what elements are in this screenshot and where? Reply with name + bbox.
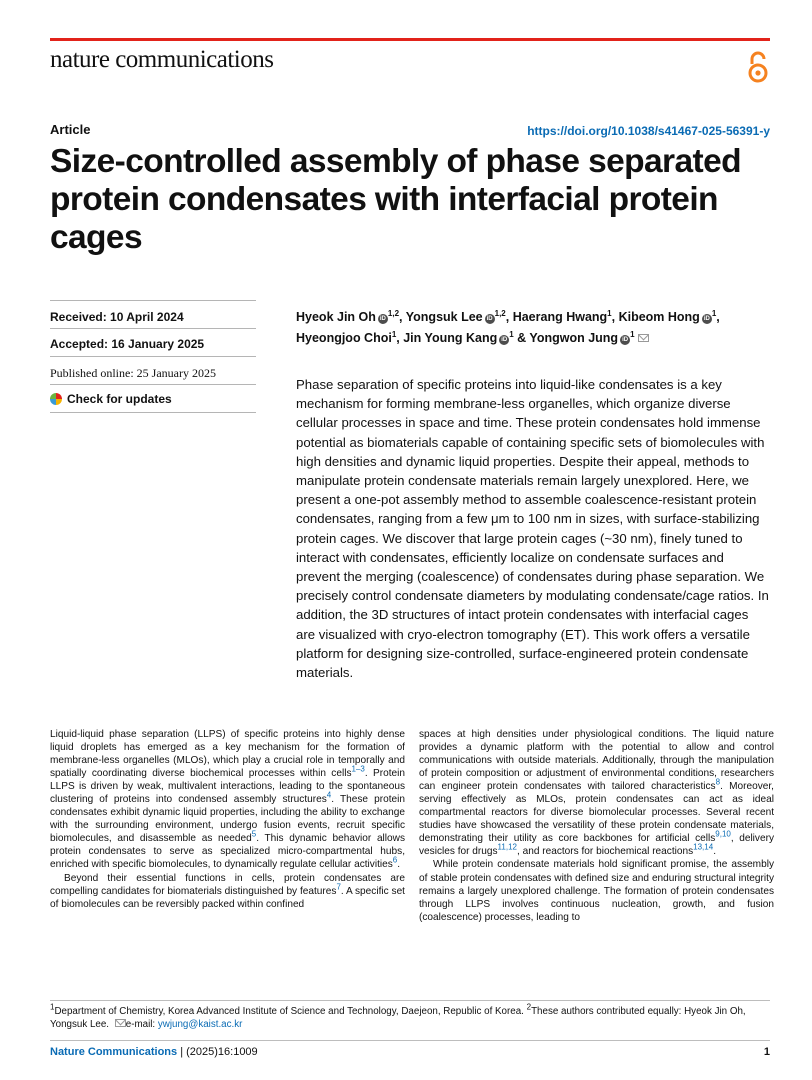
abstract: Phase separation of specific proteins into liquid-like condensates is a key mechanism for forming membrane-less organelles, which organize diverse cellular processes in space and time. These protein condensates hold immense potential as biomaterials capable of containing specific sets of biomolecules with high densities and dynamic liquid properties. Despite their appeal, methods to manipulate protein condensate materials remain largely unexplored. Here, we present a one-pot assembly method to assemble coalescence-resistant protein condensates, ranging from a few μm to 100 nm in sizes, with surface-stabilizing protein cages. We discover that large protein cages (~30 nm), finely tuned to interact with condensates, efficiently localize on condensate surfaces and prevent the merging (coalescence) of condensates during phase separation. We precisely control condensate diameters by modulating condensate/cage ratios. In addition, the 3D structures of intact protein condensates with interfacial cages are visualized with cryo-electron tomography (ET). This work offers a versatile platform for designing size-controlled, surface-engineered protein condensate materials. (296, 377, 769, 681)
check-for-updates-button[interactable] (50, 392, 172, 406)
footnote-divider (50, 1000, 770, 1001)
reference-citation[interactable]: 11,12 (497, 843, 517, 853)
author-affiliation: 1 (391, 329, 397, 339)
check-updates-label: Check for updates (67, 392, 172, 406)
author-name: Hyeongjoo Choi (296, 331, 392, 345)
reference-citation[interactable]: 4 (326, 790, 332, 800)
footer-divider (50, 1040, 770, 1041)
reference-citation[interactable]: 13,14 (693, 843, 714, 853)
envelope-icon[interactable] (638, 334, 649, 342)
affiliation-text: Department of Chemistry, Korea Advanced Institute of Science and Technology, Daejeon, Republic of Korea. (54, 1006, 527, 1017)
envelope-icon (115, 1019, 126, 1027)
orcid-icon[interactable]: iD (379, 316, 386, 322)
affiliation-footnote (50, 1002, 772, 1031)
body-column-right (419, 728, 774, 924)
body-column-left (50, 728, 405, 911)
reference-citation[interactable]: 6 (392, 856, 398, 866)
author-name: Haerang Hwang (512, 310, 608, 324)
orcid-icon[interactable]: iD (501, 337, 508, 343)
email-link[interactable]: ywjung@kaist.ac.kr (157, 1019, 243, 1030)
orcid-icon[interactable]: iD (486, 316, 493, 322)
footer-volume: | (2025)16:1009 (177, 1046, 258, 1058)
author-affiliation: 1 (509, 329, 514, 339)
author-affiliation: 1 (630, 329, 635, 339)
reference-citation[interactable]: 7 (336, 882, 341, 892)
author-name: Kibeom Hong (618, 310, 700, 324)
meta-divider (50, 356, 256, 357)
equal-contribution-text: These authors contributed equally: Hyeok Jin Oh, Yongsuk Lee. (50, 1006, 746, 1030)
email-label: e-mail: (125, 1019, 158, 1030)
footer-citation (50, 1046, 258, 1058)
body-paragraph: spaces at high densities under physiological conditions. The liquid nature provides a dynamic platform with the potential to allow and control communications with outside materials. Additionally, through the manipulation of protein composition or adjustment of environmental conditions, researchers can engineer protein condensates with tailored characteristics$^8$. Moreover, serving effectively as MLOs, protein condensates can act as ideal compartmental reactors for diverse biomolecular processes. Several recent studies have showcased the versatility of these protein condensate materials, demonstrating their utility as core backbones for artificial cells$^{9,10}$, delivery vesicles for drugs$^{11,12}$, and reactors for biochemical reactions$^{13,14}$. (419, 729, 774, 858)
published-date: Published online: 25 January 2025 (50, 366, 216, 380)
open-access-icon[interactable] (746, 50, 770, 84)
orcid-icon[interactable]: iD (703, 316, 710, 322)
author-affiliation: 1,2 (387, 308, 400, 318)
meta-divider (50, 300, 256, 301)
received-date: Received: 10 April 2024 (50, 310, 184, 324)
reference-citation[interactable]: 1–3 (351, 764, 365, 774)
reference-citation[interactable]: 9,10 (715, 830, 731, 840)
check-updates-icon (50, 393, 62, 405)
author-list: Hyeok Jin Oh iD$^{1,2}$, Yongsuk Lee iD$^{1,2}$, Haerang Hwang$^1$, Kibeom Hong $iD^1$, Hyeongjoo Choi$^1$, Jin Young Kang $iD^1$ & Yongwon Jung $iD^1$ (296, 308, 720, 345)
article-title: Size-controlled assembly of phase separated protein condensates with interfacial protein cages (50, 143, 741, 256)
author-affiliation: 1,2 (494, 308, 506, 318)
accepted-date: Accepted: 16 January 2025 (50, 337, 205, 351)
body-paragraph: Liquid-liquid phase separation (LLPS) of specific proteins into highly dense liquid droplets has emerged as a key mechanism for the formation of membrane-less organelles (MLOs), which play a crucial role in temporally and spatially coordinating diverse biochemical processes within cells$^{1-3}$. Protein LLPS is driven by weak, multivalent interactions, leading to the spontaneous clustering of proteins into condensed assembly structures$^4$. These protein condensates exhibit dynamic liquid properties, including the ability to exchange with the surrounding environment, undergo fusion events, recruit specific biomolecules, and disassemble as needed$^5$. This dynamic behavior allows protein condensates to serve as specialized micro-compartmental hubs, enriched with specific biomolecules, to dynamically regulate cellular activities$^6$. (50, 729, 406, 871)
body-paragraph: While protein condensate materials hold significant promise, the assembly of stable protein condensates with defined size and enduring structural integrity remains a largely unexplored challenge. The formation of protein condensates through LLPS involves continuous nucleation, growth, and fusion (coalescence) processes, leading to (419, 859, 774, 923)
meta-divider (50, 328, 256, 329)
author-name: Yongwon Jung (529, 331, 619, 345)
author-affiliation: 1 (607, 308, 612, 318)
author-affiliation: 1 (711, 308, 717, 318)
doi-link[interactable]: https://doi.org/10.1038/s41467-025-56391-y (527, 124, 770, 138)
author-name: Jin Young Kang (403, 331, 498, 345)
article-type: Article (50, 122, 91, 137)
orcid-icon[interactable]: iD (622, 337, 629, 343)
aff-marker: 1 (50, 1002, 55, 1012)
journal-name: nature communications (50, 46, 274, 73)
meta-divider (50, 412, 256, 413)
aff-marker: 2 (526, 1002, 532, 1012)
header-rule (50, 38, 770, 41)
reference-citation[interactable]: 8 (715, 777, 721, 787)
reference-citation[interactable]: 5 (251, 830, 257, 840)
author-name: Yongsuk Lee (405, 310, 483, 324)
author-name: Hyeok Jin Oh (296, 310, 376, 324)
meta-divider (50, 384, 256, 385)
footer-journal-link[interactable]: Nature Communications (50, 1046, 178, 1058)
page-number: 1 (763, 1046, 770, 1058)
body-paragraph: Beyond their essential functions in cells, protein condensates are compelling candidates for biomaterials distinguished by features$^7$. A specific set of biomolecules can be reversibly packed within confined (50, 872, 405, 910)
